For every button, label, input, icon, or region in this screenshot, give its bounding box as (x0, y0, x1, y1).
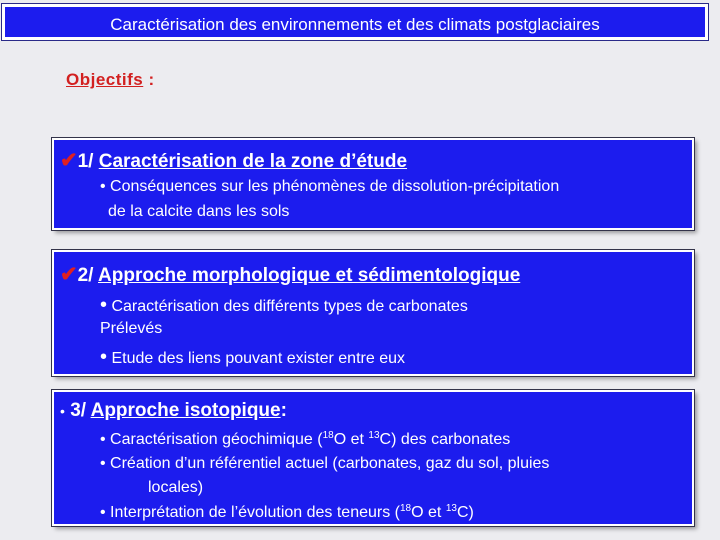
objectifs-label (66, 70, 155, 90)
section-3-line-3: locales) (148, 479, 204, 496)
isotope-13-superscript: 13 (368, 430, 380, 441)
section-2-line-2: Prélevés (100, 320, 163, 337)
section-1-line-1: • Conséquences sur les phénomènes de dissolution-précipitation (100, 178, 560, 195)
section-2-line-3 (100, 346, 405, 369)
bullet-icon: • (100, 294, 108, 316)
section-2-heading (60, 262, 520, 287)
objectifs-colon: : (143, 70, 155, 89)
section-1-line-2: de la calcite dans les sols (108, 203, 290, 220)
section-2-line-1-text: Caractérisation des différents types de carbonates (111, 298, 468, 315)
section-1-heading (60, 148, 407, 173)
section-2-panel (52, 250, 694, 376)
section-3-line-1-o: O et (333, 431, 369, 448)
section-2-number: 2/ (77, 265, 99, 286)
section-3-line-2: • Création d’un référentiel actuel (carbonates, gaz du sol, pluies (100, 455, 550, 472)
section-3-line-4-pre: • Interprétation de l’évolution des teneurs ( (100, 504, 400, 521)
checkmark-icon: ✔ (60, 263, 78, 286)
section-2-title: Approche morphologique et sédimentologique (98, 265, 521, 286)
section-3-line-1 (100, 430, 510, 449)
section-3-panel (52, 390, 694, 526)
slide-title: Caractérisation des environnements et des climats postglaciaires (2, 4, 708, 40)
isotope-18-superscript: 18 (322, 430, 334, 441)
section-3-line-4-c: C) (456, 504, 474, 521)
isotope-13-superscript: 13 (445, 503, 457, 514)
section-2-line-3-text: Etude des liens pouvant exister entre eux (111, 350, 405, 367)
section-2-line-1 (100, 294, 468, 317)
bullet-icon: • (60, 403, 65, 419)
section-1-number: 1/ (77, 151, 99, 172)
isotope-18-superscript: 18 (400, 503, 412, 514)
section-3-line-4-o: O et (411, 504, 446, 521)
section-3-colon: : (280, 400, 287, 421)
checkmark-icon: ✔ (60, 149, 78, 172)
bullet-icon: • (100, 346, 108, 368)
section-3-heading (60, 400, 287, 422)
section-1-title: Caractérisation de la zone d’étude (98, 151, 408, 172)
section-3-number: 3/ (70, 400, 91, 421)
section-3-line-4 (100, 503, 474, 522)
section-1-panel (52, 138, 694, 230)
section-3-title: Approche isotopique (90, 400, 281, 421)
objectifs-text: Objectifs (66, 70, 144, 89)
section-3-line-1-pre: • Caractérisation géochimique ( (100, 431, 323, 448)
section-3-line-1-c: C) des carbonates (379, 431, 511, 448)
